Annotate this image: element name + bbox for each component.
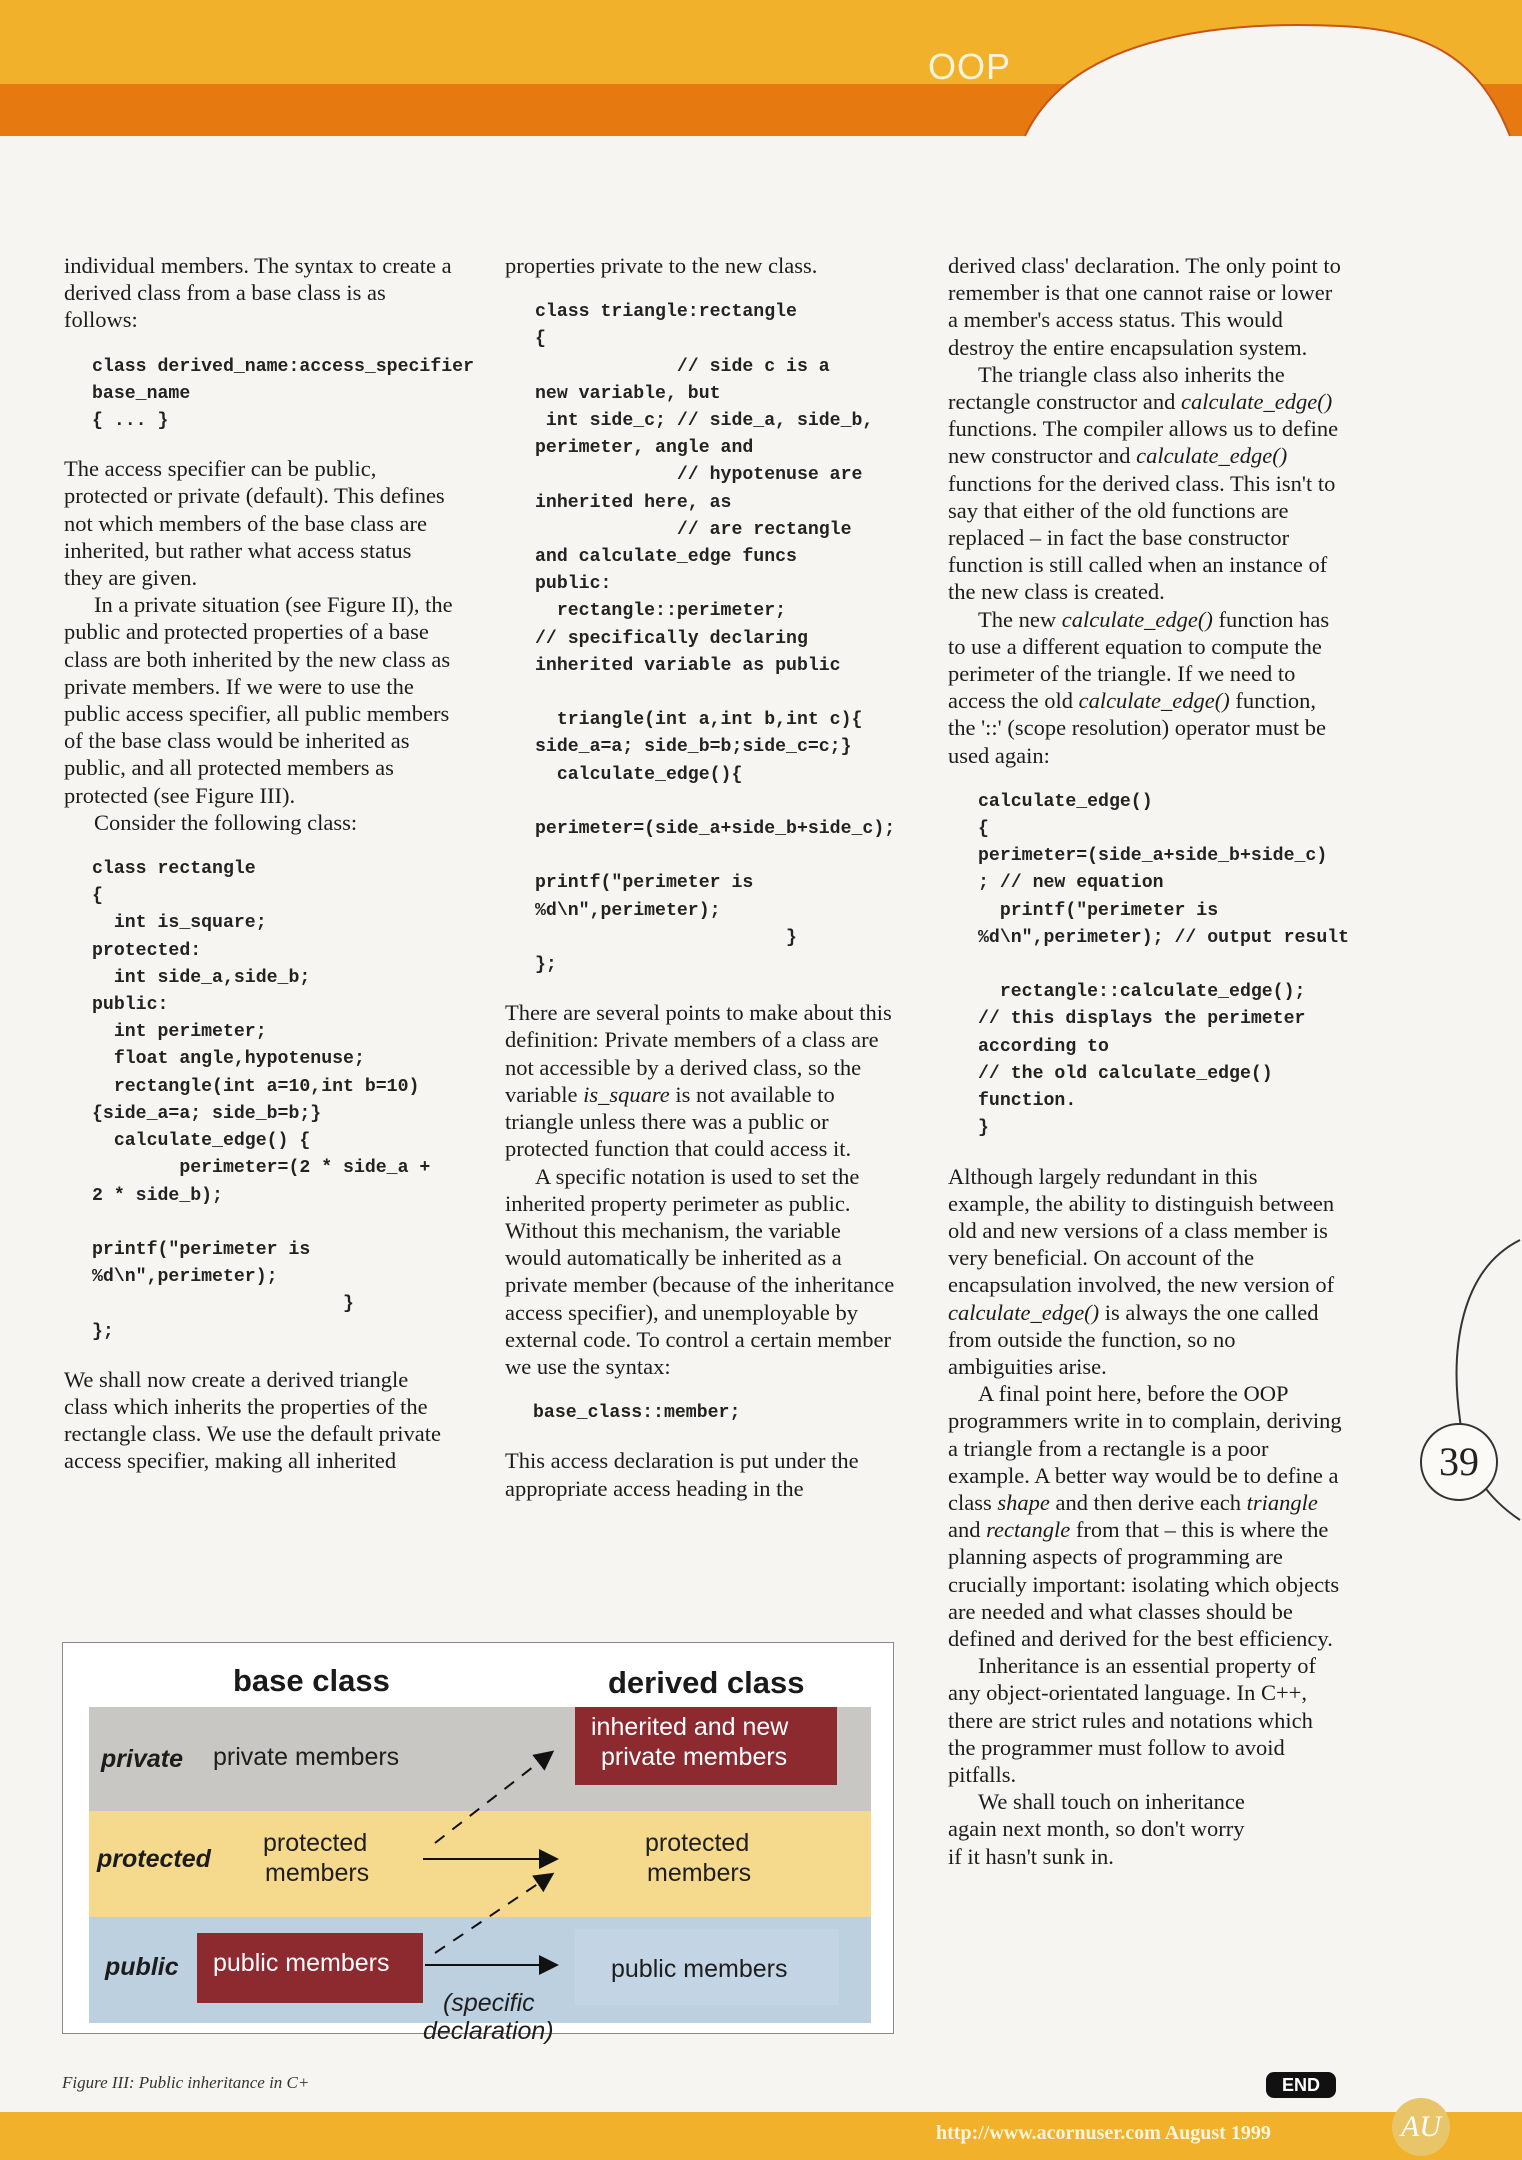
column-2 [505, 252, 895, 1502]
page-footer [0, 2112, 1522, 2160]
base-protected-line2: members [265, 1859, 370, 1887]
paragraph: We shall now create a derived triangle class which inherits the properties of the rectangle class. We use the default private access specifier, making all inherited [64, 1366, 441, 1474]
page-number: 39 [1420, 1423, 1498, 1501]
paragraph: properties private to the new class. [505, 253, 818, 278]
row-label-protected: protected [97, 1845, 211, 1873]
paragraph: derived class' declaration. The only point to remember is that one cannot raise or lower a member's access status. This would destroy the entire encapsulation system. [948, 253, 1341, 360]
footer-url-date: http://www.acornuser.com August 1999 [936, 2122, 1271, 2144]
derived-protected-line1: protected [645, 1829, 750, 1857]
derived-private-line2: private members [601, 1743, 788, 1771]
page-header [0, 0, 1522, 140]
code-block: class derived_name:access_specifier base_name { ... } [92, 356, 474, 432]
paragraph: Consider the following class: [94, 809, 358, 835]
paragraph: individual members. The syntax to create a derived class from a base class is as follows: [64, 253, 452, 333]
paragraph: In a private situation (see Figure II), the public and protected properties of a base class are both inherited by the new class as private members. If we were to use the public access specifier, all public members of the base class would be inherited as public, and all protected members as protected (see Figure III). [64, 592, 453, 808]
paragraph: We shall touch on inheritance again next month, so don't worry if it hasn't sunk in. [948, 1789, 1245, 1869]
figure-public-inheritance [62, 1642, 894, 2045]
header-swoosh [1010, 0, 1522, 140]
paragraph: A specific notation is used to set the inherited property perimeter as public. Without this mechanism, the variable would automatically be inherited as a private member (because of the inheritance access specifier), and unemployable by external code. To control a certain member we use the syntax: [505, 1163, 895, 1379]
code-block: class triangle:rectangle { // side c is a new variable, but int side_c; // side_a, side_b, perimeter, angle and // hypotenuse are inherited here, as // are rectangle and calculate_edge funcs public: rectangle::perimeter; // specifically declaring inherited variable as public triangle(int a,int b,int c){ side_a=a; side_b=b;side_c=c;} calculate_edge(){ perimeter=(side_a+side_b+side_c); printf("perimeter is %d\n",perimeter); } }; [535, 302, 896, 976]
derived-protected-line2: members [647, 1859, 752, 1887]
paragraph: Inheritance is an essential property of any object-orientated language. In C++, there are strict rules and notations which the programmer must follow to avoid pitfalls. [948, 1653, 1316, 1787]
paragraph: Although largely redundant in this example, the ability to distinguish between old and new versions of a class member is very beneficial. On account of the encapsulation involved, the new version of calculate_edge() is always the one called from outside the function, so no ambiguities arise. [948, 1163, 1335, 1379]
column-3 [948, 252, 1350, 1870]
code-block: base_class::member; [533, 1403, 741, 1424]
paragraph: The triangle class also inherits the rectangle constructor and calculate_edge() functions. The compiler allows us to define new constructor and calculate_edge() functions for the derived class. This isn't to say that either of the old functions are replaced – in fact the base constructor function is still called when an instance of the new class is created. [948, 361, 1339, 605]
section-title: OOP [928, 46, 1012, 87]
end-badge: END [1266, 2072, 1336, 2098]
note-line1: (specific [443, 1989, 535, 2017]
protected-to-private-arrow [435, 1753, 551, 1843]
au-logo-icon: AU [1392, 2098, 1450, 2156]
row-label-private: private [101, 1745, 183, 1773]
base-private-members: private members [213, 1743, 400, 1771]
derived-private-line1: inherited and new [591, 1713, 789, 1741]
base-public-members: public members [213, 1949, 390, 1977]
derived-public-members: public members [611, 1955, 788, 1983]
figure-caption: Figure III: Public inheritance in C+ [62, 2073, 310, 2092]
paragraph: This access declaration is put under the appropriate access heading in the [505, 1448, 859, 1501]
paragraph: There are several points to make about this definition: Private members of a class are not accessible by a derived class, so the variable is_square is not available to triangle unless there was a public or protected function that could access it. [505, 1000, 892, 1162]
base-class-title: base class [233, 1663, 390, 1698]
paragraph: A final point here, before the OOP programmers write in to complain, deriving a triangle from a rectangle is a poor example. A better way would be to define a class shape and then derive each triangle and rectangle from that – this is where the planning aspects of programming are crucially important: isolating which objects are needed and what classes should be defined and derived for the best efficiency. [948, 1381, 1342, 1651]
figure-arrows [63, 1643, 893, 2033]
derived-class-title: derived class [608, 1665, 805, 1700]
public-to-protected-arrow [435, 1875, 551, 1953]
column-1 [64, 252, 474, 1475]
paragraph: The new calculate_edge() function has to use a different equation to compute the perimeter of the triangle. If we need to access the old calculate_edge() function, the '::' (scope resolution) operator must be used again: [948, 606, 1330, 768]
base-protected-line1: protected [263, 1829, 368, 1857]
code-block: class rectangle { int is_square; protected: int side_a,side_b; public: int perimeter; float angle,hypotenuse; rectangle(int a=10,int b=10) {side_a=a; side_b=b;} calculate_edge() { perimeter=(2 * side_a + 2 * side_b); printf("perimeter is %d\n",perimeter); } }; [92, 859, 431, 1342]
code-block: calculate_edge() { perimeter=(side_a+side_b+side_c) ; // new equation printf("perimeter is %d\n",perimeter); // output result rectangle::calculate_edge(); // this displays the perimeter according to // the old calculate_edge() function. } [978, 791, 1350, 1139]
row-label-public: public [105, 1953, 179, 1981]
paragraph: The access specifier can be public, protected or private (default). This defines not which members of the base class are inherited, but rather what access status they are given. [64, 456, 445, 591]
note-line2: declaration) [423, 2017, 554, 2045]
